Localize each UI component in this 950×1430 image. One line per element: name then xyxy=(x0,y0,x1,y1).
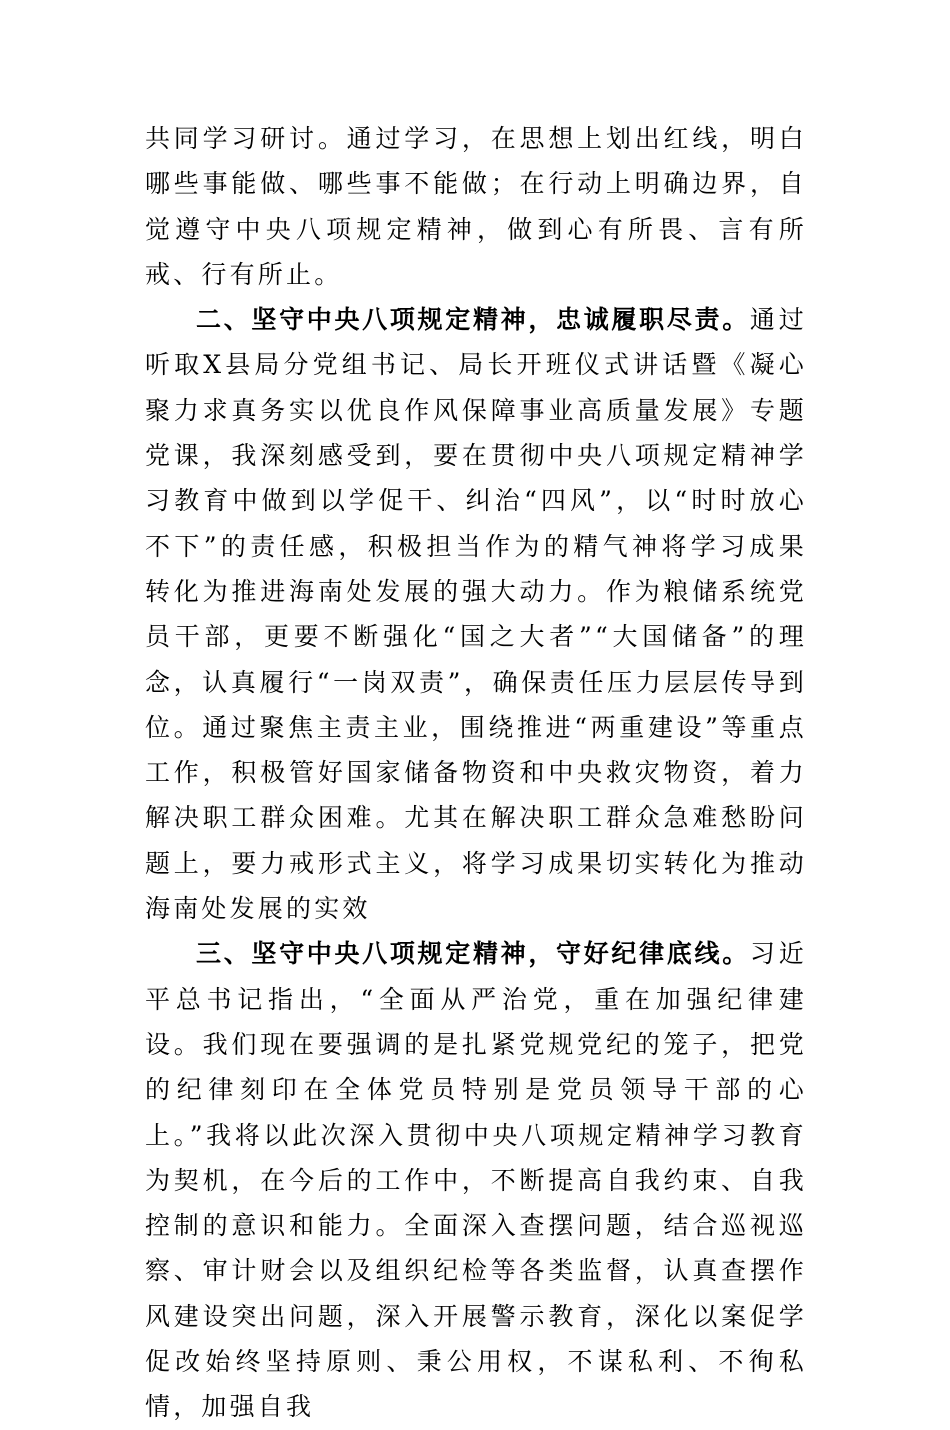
section-three-body: 习近平总书记指出，“全面从严治党，重在加强纪律建设。我们现在要强调的是扎紧党规党纪的笼子，把党的纪律刻印在全体党员特别是党员领导干部的心上。”我将以此次深入贯彻中央八项规定精神学习教育为契机，在今后的工作中，不断提高自我约束、自我控制的意识和能力。全面深入查摆问题，结合巡视巡察、审计财会以及组织纪检等各类监督，认真查摆作风建设突出问题，深入开展警示教育，深化以案促学促改始终坚持原则、秉公用权，不谋私利、不徇私情，加强自我 xyxy=(145,939,807,1422)
paragraph-continuation xyxy=(145,116,807,297)
section-three-heading: 三、坚守中央八项规定精神，守好纪律底线。 xyxy=(196,939,750,969)
paragraph-section-three xyxy=(145,931,807,1429)
document-body xyxy=(145,116,807,1430)
section-two-heading: 二、坚守中央八项规定精神，忠诚履职尽责。 xyxy=(196,305,750,335)
paragraph-1-text: 共同学习研讨。通过学习，在思想上划出红线，明白哪些事能做、哪些事不能做；在行动上明确边界，自觉遵守中央八项规定精神，做到心有所畏、言有所戒、行有所止。 xyxy=(145,124,807,289)
paragraph-section-two xyxy=(145,297,807,931)
section-two-body: 通过听取X县局分党组书记、局长开班仪式讲话暨《凝心聚力求真务实以优良作风保障事业高质量发展》专题党课，我深刻感受到，要在贯彻中央八项规定精神学习教育中做到以学促干、纠治“四风”，以“时时放心不下”的责任感，积极担当作为的精气神将学习成果转化为推进海南处发展的强大动力。作为粮储系统党员干部，更要不断强化“国之大者”“大国储备”的理念，认真履行“一岗双责”，确保责任压力层层传导到位。通过聚焦主责主业，围绕推进“两重建设”等重点工作，积极管好国家储备物资和中央救灾物资，着力解决职工群众困难。尤其在解决职工群众急难愁盼问题上，要力戒形式主义，将学习成果切实转化为推动海南处发展的实效 xyxy=(145,305,807,924)
